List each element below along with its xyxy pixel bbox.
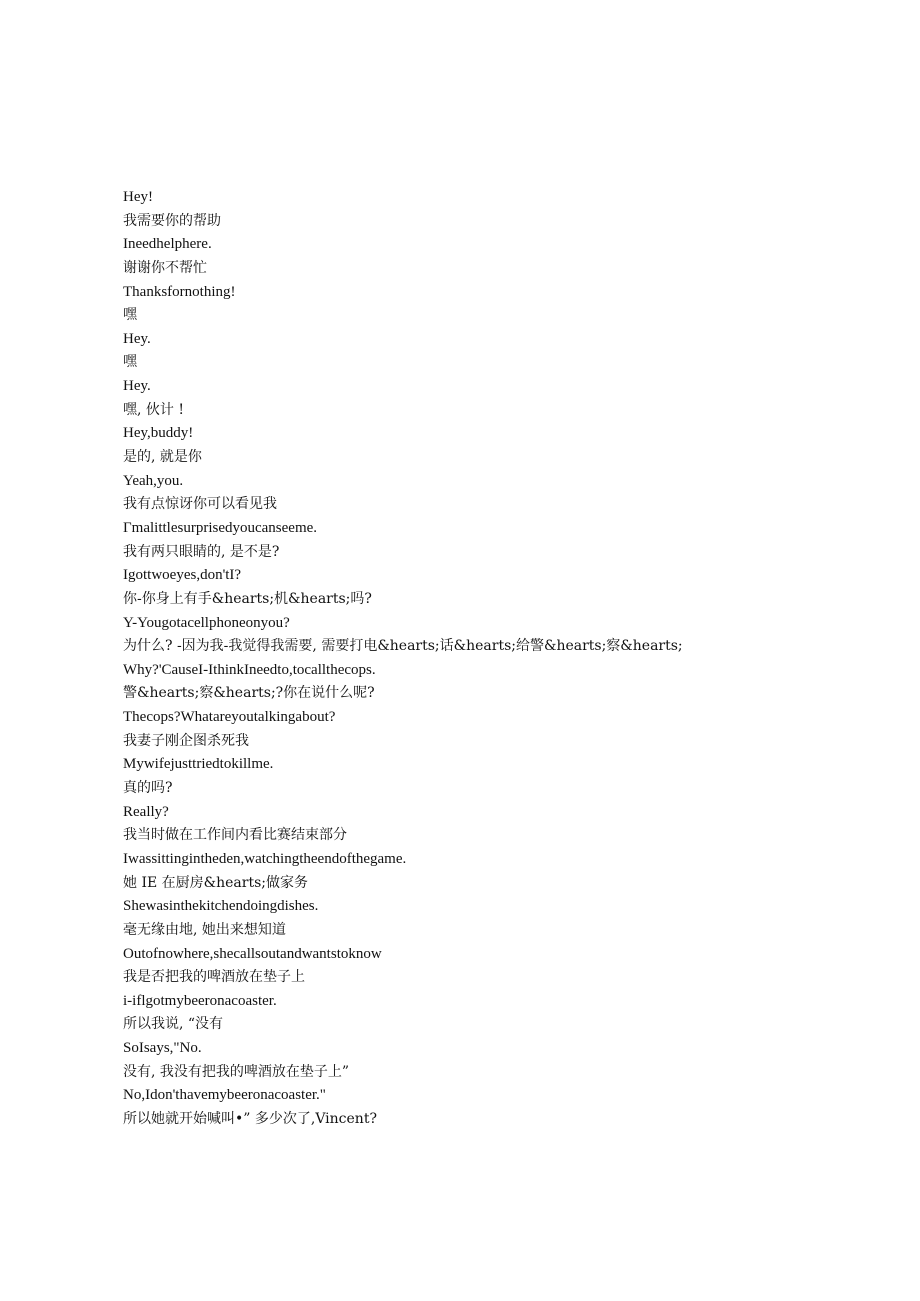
- chinese-line: 嘿: [123, 354, 137, 371]
- english-line: Ineedhelphere.: [123, 236, 212, 253]
- chinese-line: 她 IE 在厨房&hearts;做家务: [123, 874, 308, 891]
- english-line: Mywifejusttriedtokillme.: [123, 756, 274, 773]
- english-line: Hey,buddy!: [123, 425, 194, 442]
- chinese-line: 嘿, 伙计 !: [123, 401, 184, 418]
- english-line: SoIsays,"No.: [123, 1040, 202, 1057]
- chinese-line: 嘿: [123, 307, 137, 324]
- english-line: Hey.: [123, 330, 151, 347]
- english-line: Yeah,you.: [123, 472, 184, 489]
- english-line: Shewasinthekitchendoingdishes.: [123, 898, 319, 915]
- english-line: Y-Yougotacellphoneonyou?: [123, 614, 290, 631]
- chinese-line: 所以她就开始喊叫•” 多少次了,Vincent?: [123, 1110, 377, 1127]
- chinese-line: 我有点惊讶你可以看见我: [123, 496, 277, 513]
- english-line: Γmalittlesurprisedyoucanseeme.: [123, 519, 318, 536]
- chinese-line: 你-你身上有手&hearts;机&hearts;吗?: [123, 590, 372, 607]
- chinese-line: 我有两只眼睛的, 是不是?: [123, 543, 280, 560]
- chinese-line: 是的, 就是你: [123, 449, 202, 466]
- chinese-line: 真的吗?: [123, 780, 173, 797]
- chinese-line: 没有, 我没有把我的啤酒放在垫子上”: [123, 1063, 350, 1080]
- english-line: Why?'CauseI-IthinkIneedto,tocallthecops.: [123, 661, 376, 678]
- chinese-line: 警&hearts;察&hearts;?你在说什么呢?: [123, 685, 375, 702]
- chinese-line: 我需要你的帮助: [123, 212, 221, 229]
- chinese-line: 我是否把我的啤酒放在垫子上: [123, 969, 305, 986]
- chinese-line: 谢谢你不帮忙: [123, 259, 207, 276]
- chinese-line: 我妻子刚企图杀死我: [123, 732, 249, 749]
- english-line: Thecops?Whatareyoutalkingabout?: [123, 709, 336, 726]
- chinese-line: 为什么? -因为我-我觉得我需要, 需要打电&hearts;话&hearts;给警&hearts;察&hearts;: [123, 638, 683, 655]
- english-line: No,Idon'thavemybeeronacoaster.": [123, 1087, 326, 1104]
- chinese-line: 所以我说, “没有: [123, 1016, 224, 1033]
- english-line: Igottwoeyes,don'tI?: [123, 567, 242, 584]
- chinese-line: 我当时做在工作间内看比赛结束部分: [123, 827, 347, 844]
- english-line: Really?: [123, 803, 169, 820]
- english-line: Hey!: [123, 189, 153, 205]
- english-line: Iwassittingintheden,watchingtheendofthegame.: [123, 850, 407, 867]
- transcript-lines: [123, 186, 883, 1132]
- english-line: i-iflgotmybeeronacoaster.: [123, 992, 277, 1009]
- english-line: Hey.: [123, 378, 151, 395]
- chinese-line: 毫无缘由地, 她出来想知道: [123, 921, 286, 938]
- english-line: Outofnowhere,shecallsoutandwantstoknow: [123, 945, 382, 962]
- english-line: Thanksfornothing!: [123, 283, 236, 300]
